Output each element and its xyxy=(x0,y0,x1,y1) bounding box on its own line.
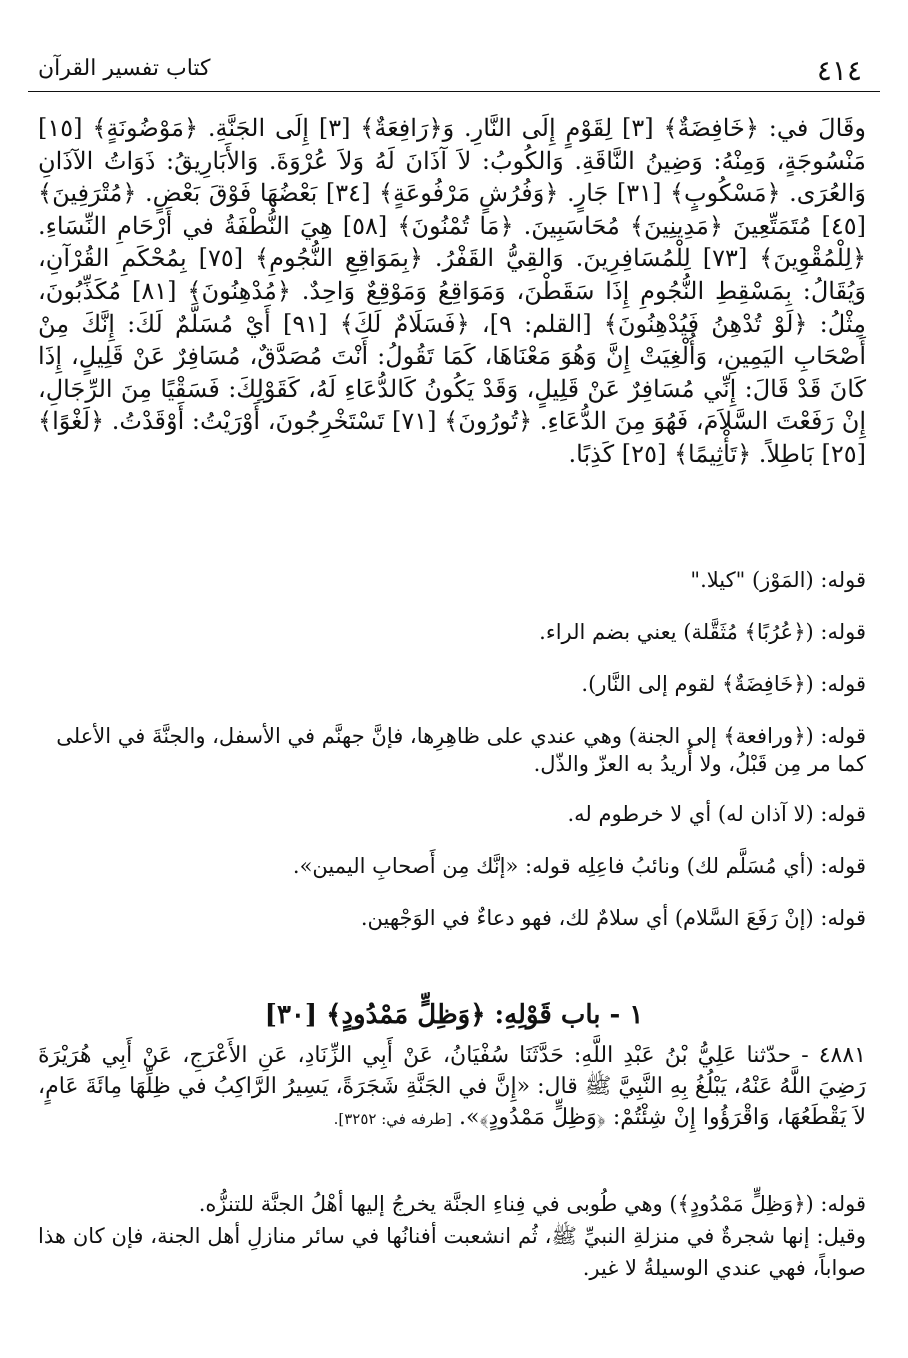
header-rule xyxy=(28,91,880,92)
note-5: قوله: (أي مُسَلَّم لك) ونائبُ فاعِلِه قوله: «إنَّك مِن أَصحابِ اليمين». xyxy=(292,854,866,878)
closing-notes xyxy=(38,1188,866,1284)
note-3: قوله: (﴿ورافعة﴾ إلى الجنة) وهي عندي على ظاهِرِها، فإنَّ جهنَّم في الأسفل، والجنَّةَ في الأعلى كما مر مِن قَبْلُ، ولا أُريدُ به العزّ والذّل. xyxy=(56,724,866,776)
page-header xyxy=(28,44,880,92)
closing-0: قوله: (﴿وَظِلٍّ مَمْدُودٍ﴾) وهي طُوبى في فِناءِ الجنَّة يخرجُ إليها أهْلُ الجنَّة للتنزُّه. xyxy=(198,1192,866,1216)
page-number: ٤١٤ xyxy=(816,54,862,87)
hadith-block xyxy=(38,1040,866,1135)
chapter-heading: ١ - باب قَوْلِهِ: ﴿وَظِلٍّ مَمْدُودٍ﴾ [٣٠] xyxy=(264,1000,644,1030)
note-2: قوله: (﴿خَافِضَةٌ﴾ لقوم إلى النَّار). xyxy=(581,672,866,696)
note-1: قوله: (﴿عُرُبًا﴾ مُثَقَّلة) يعني بضم الراء. xyxy=(539,620,866,644)
hadith-body: ٤٨٨١ - حدّثنا عَلِيُّ بْنُ عَبْدِ اللَّهِ: حَدَّثَنَا سُفْيَانُ، عَنْ أَبِي الزِّنَادِ، عَنِ الأَعْرَجِ، عَنْ أَبِي هُرَيْرَةَ رَضِيَ اللَّهُ عَنْهُ، يَبْلُغُ بِهِ النَّبِيَّ ﷺ قال: «إِنَّ في الجَنَّةِ شَجَرَةً، يَسِيرُ الرَّاكِبُ في ظِلِّهَا مِائَةَ عَامٍ، لاَ يَقْطَعُهَا، وَاقْرَؤُوا إِنْ شِئْتُمْ: ﴿وَظِلٍّ مَمْدُودٍ﴾». xyxy=(38,1043,866,1130)
note-6: قوله: (إنْ رَفَعَ السَّلام) أي سلامٌ لك، فهو دعاءٌ في الوَجْهين. xyxy=(360,906,866,930)
note-4: قوله: (لا آذان له) أي لا خرطوم له. xyxy=(567,802,866,826)
verse-block xyxy=(38,112,866,471)
running-title: كتاب تفسير القرآن xyxy=(38,56,211,81)
notes-section xyxy=(38,566,866,956)
closing-1: وقيل: إنها شجرةٌ في منزلةِ النبيِّ ﷺ، ثُم انشعبت أفنانُها في سائر منازلِ أهل الجنة، فإن كان هذا صواباً، فهي عندي الوسيلةُ لا غير. xyxy=(38,1224,866,1280)
hadith-reference: [طرفه في: ٣٢٥٢]. xyxy=(333,1110,453,1128)
note-0: قوله: (المَوْز) "كيلا." xyxy=(690,568,866,592)
verse-text: وقَالَ في: ﴿خَافِضَةٌ﴾ [٣] لِقَوْمٍ إِلَى النَّارِ. وَ﴿رَافِعَةٌ﴾ [٣] إِلَى الجَنَّةِ. ﴿مَوْضُونَةٍ﴾ [١٥] مَنْسُوجَةٍ، وَمِنْهُ: وَضِينُ النَّاقَةِ. وَالكُوبُ: لاَ آذَانَ لَهُ وَلاَ عُرْوَةَ. وَالأَبَارِيقُ: ذَوَاتُ الآذَانِ وَالعُرَى. ﴿مَسْكُوبٍ﴾ [٣١] جَارٍ. ﴿وَفُرُشٍ مَرْفُوعَةٍ﴾ [٣٤] بَعْضُهَا فَوْقَ بَعْضٍ. ﴿مُتْرَفِينَ﴾ [٤٥] مُتَمَتِّعِينَ ﴿مَدِينِينَ﴾ مُحَاسَبِينَ. ﴿مَا تُمْنُونَ﴾ [٥٨] هِيَ النُّطْفَةُ في أَرْحَامِ النِّسَاءِ. ﴿لِلْمُقْوِينَ﴾ [٧٣] لِلْمُسَافِرِينَ. وَالقِيُّ القَفْرُ. ﴿بِمَوَاقِعِ النُّجُومِ﴾ [٧٥] بِمُحْكَمِ القُرْآنِ، وَيُقَالُ: بِمَسْقِطِ النُّجُومِ إِذَا سَقَطْنَ، وَمَوَاقِعُ وَمَوْقِعٌ وَاحِدٌ. ﴿مُدْهِنُونَ﴾ [٨١] مُكَذِّبُونَ، مِثْلُ: ﴿لَوْ تُدْهِنُ فَيُدْهِنُونَ﴾ [القلم: ٩]، ﴿فَسَلَامٌ لَكَ﴾ [٩١] أَيْ مُسَلَّمٌ لَكَ: إِنَّكَ مِنْ أَصْحَابِ اليَمِينِ، وَأُلْغِيَتْ إِنَّ وَهُوَ مَعْنَاهَا، كَمَا تَقُولُ: أَنْتَ مُصَدَّقٌ، مُسَافِرٌ عَنْ قَلِيلٍ، إِذَا كَانَ قَدْ قَالَ: إِنِّي مُسَافِرٌ عَنْ قَلِيلٍ، وَقَدْ يَكُونُ كَالدُّعَاءِ لَهُ، كَقَوْلِكَ: فَسَقْيًا مِنَ الرِّجَالِ، إِنْ رَفَعْتَ السَّلاَمَ، فَهُوَ مِنَ الدُّعَاءِ. ﴿تُورُونَ﴾ [٧١] تَسْتَخْرِجُونَ، أَوْرَيْتُ: أَوْقَدْتُ. ﴿لَغْوًا﴾ [٢٥] بَاطِلاً. ﴿تَأْثِيمًا﴾ [٢٥] كَذِبًا. xyxy=(38,114,867,468)
hadith-text xyxy=(38,1040,866,1135)
